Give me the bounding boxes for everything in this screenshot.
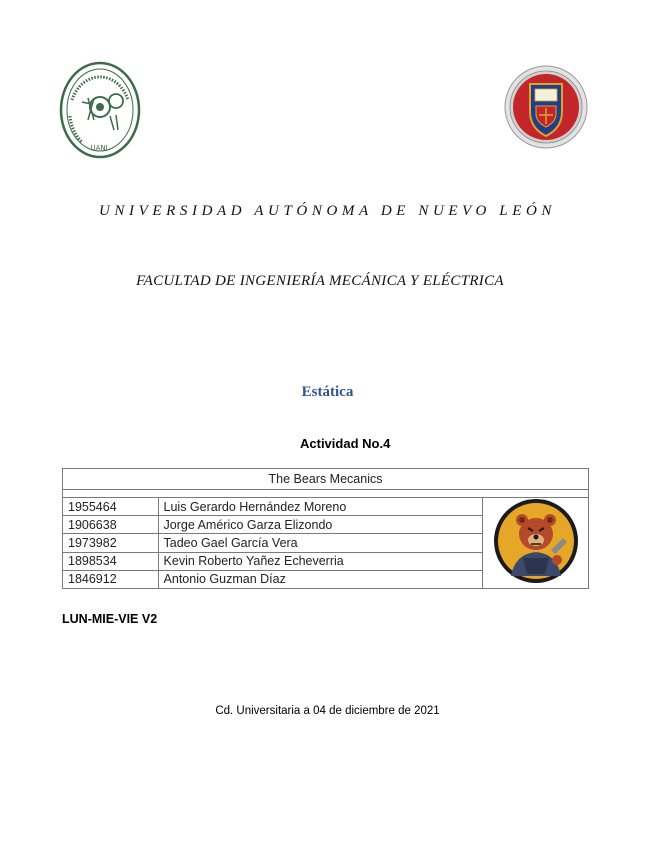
fime-logo	[58, 60, 142, 164]
member-id: 1898534	[63, 552, 159, 570]
dateline: Cd. Universitaria a 04 de diciembre de 2021	[215, 705, 440, 717]
member-name: Tadeo Gael García Vera	[158, 534, 483, 552]
faculty-name: FACULTAD DE INGENIERÍA MECÁNICA Y ELÉCTRICA	[136, 273, 504, 289]
member-id: 1846912	[63, 570, 159, 588]
member-id: 1973982	[63, 534, 159, 552]
bear-mascot-icon	[493, 498, 579, 584]
team-name: The Bears Mecanics	[63, 469, 589, 490]
member-name: Antonio Guzman Díaz	[158, 570, 483, 588]
member-name: Jorge Américo Garza Elizondo	[158, 516, 483, 534]
table-row	[63, 498, 589, 516]
group-label: LUN-MIE-VIE V2	[62, 612, 158, 626]
subject-title: Estática	[301, 384, 354, 400]
university-name: UNIVERSIDAD AUTÓNOMA DE NUEVO LEÓN	[98, 203, 557, 219]
member-name: Luis Gerardo Hernández Moreno	[158, 498, 483, 516]
team-title-row	[63, 469, 589, 490]
uanl-logo	[502, 64, 590, 150]
member-id: 1955464	[63, 498, 159, 516]
activity-title: Actividad No.4	[300, 436, 391, 451]
spacer-row	[63, 490, 589, 498]
member-id: 1906638	[63, 516, 159, 534]
team-logo-cell	[483, 498, 589, 589]
fime-logo-text: UANL	[90, 144, 110, 152]
team-table	[62, 468, 589, 589]
member-name: Kevin Roberto Yañez Echeverria	[158, 552, 483, 570]
